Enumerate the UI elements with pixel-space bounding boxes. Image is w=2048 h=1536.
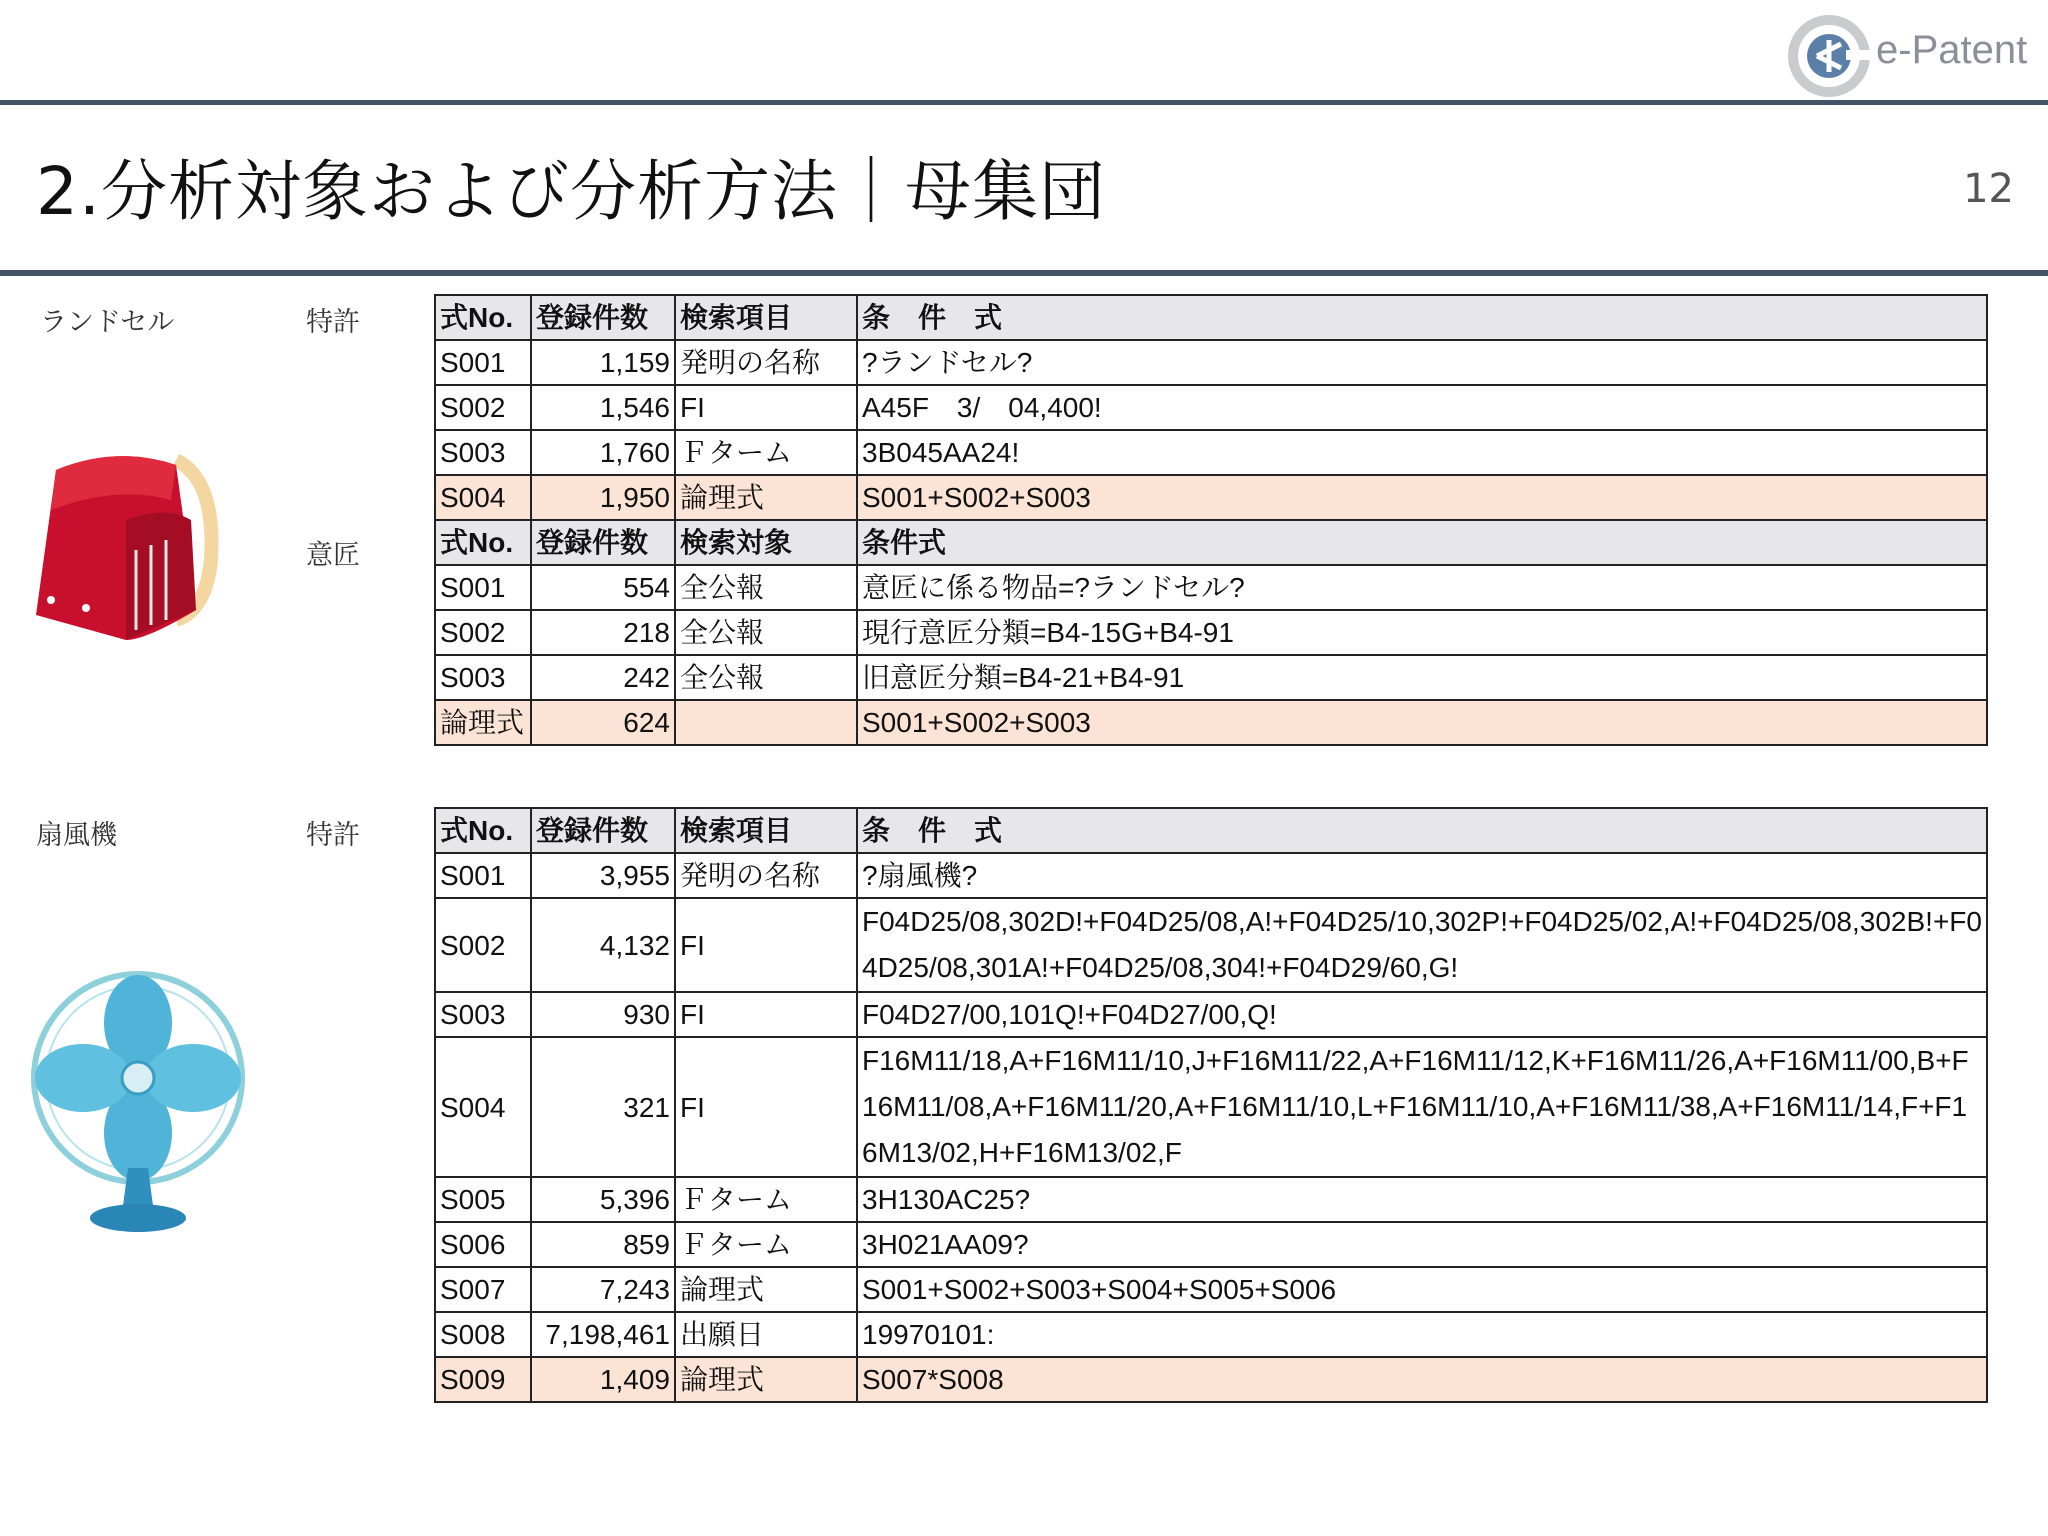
header-cell-condition: 条件式	[857, 520, 1987, 565]
cell-no: S006	[435, 1222, 531, 1267]
cell-count: 930	[531, 992, 675, 1037]
cell-no: S008	[435, 1312, 531, 1357]
cell-count: 7,198,461	[531, 1312, 675, 1357]
table-row	[435, 1037, 1987, 1177]
cell-condition: 19970101:	[857, 1312, 1987, 1357]
table-row	[435, 1312, 1987, 1357]
cell-item: 全公報	[675, 565, 857, 610]
header-cell-condition: 条 件 式	[857, 808, 1987, 853]
header-cell-item: 検索項目	[675, 295, 857, 340]
cell-count: 218	[531, 610, 675, 655]
cell-condition: 旧意匠分類=B4-21+B4-91	[857, 655, 1987, 700]
cell-count: 554	[531, 565, 675, 610]
table-row	[435, 610, 1987, 655]
cell-no: S009	[435, 1357, 531, 1402]
table-row	[435, 655, 1987, 700]
header-cell-no: 式No.	[435, 295, 531, 340]
cell-count: 3,955	[531, 853, 675, 898]
header-cell-count: 登録件数	[531, 808, 675, 853]
cell-no: S003	[435, 430, 531, 475]
cell-no: S004	[435, 1037, 531, 1177]
cell-no: S001	[435, 340, 531, 385]
cell-no: S002	[435, 610, 531, 655]
cell-no: S005	[435, 1177, 531, 1222]
cell-condition: S001+S002+S003	[857, 700, 1987, 745]
randoseru-patent-label: 特許	[306, 307, 360, 338]
cell-no: S001	[435, 853, 531, 898]
header-cell-count: 登録件数	[531, 295, 675, 340]
cell-condition: F04D27/00,101Q!+F04D27/00,Q!	[857, 992, 1987, 1037]
table-row	[435, 430, 1987, 475]
cell-condition: F16M11/18,A+F16M11/10,J+F16M11/22,A+F16M11/12,K+F16M11/26,A+F16M11/00,B+F16M11/08,A+F16M11/20,A+F16M11/10,L+F16M11/10,A+F16M11/38,A+F16M11/14,F+F16M13/02,H+F16M13/02,F	[857, 1037, 1987, 1177]
randoseru-table	[434, 294, 1988, 746]
table-row	[435, 1222, 1987, 1267]
header-cell-condition: 条 件 式	[857, 295, 1987, 340]
cell-condition: S001+S002+S003+S004+S005+S006	[857, 1267, 1987, 1312]
cell-item: 出願日	[675, 1312, 857, 1357]
table-row	[435, 1267, 1987, 1312]
table-header-row	[435, 520, 1987, 565]
cell-count: 1,760	[531, 430, 675, 475]
cell-count: 1,409	[531, 1357, 675, 1402]
cell-no: S004	[435, 475, 531, 520]
table-header-row	[435, 808, 1987, 853]
cell-count: 242	[531, 655, 675, 700]
cell-count: 5,396	[531, 1177, 675, 1222]
cell-item: 論理式	[675, 1267, 857, 1312]
page-number: 12	[1963, 166, 2014, 212]
cell-item: Ｆターム	[675, 1222, 857, 1267]
cell-no: S007	[435, 1267, 531, 1312]
table-row	[435, 898, 1987, 992]
fan-icon	[30, 968, 250, 1238]
cell-no: 論理式	[435, 700, 531, 745]
table-row	[435, 385, 1987, 430]
cell-condition: 意匠に係る物品=?ランドセル?	[857, 565, 1987, 610]
cell-no: S003	[435, 655, 531, 700]
table-row	[435, 1177, 1987, 1222]
table-row	[435, 340, 1987, 385]
cell-condition: F04D25/08,302D!+F04D25/08,A!+F04D25/10,302P!+F04D25/02,A!+F04D25/08,302B!+F04D25/08,301A!+F04D25/08,304!+F04D29/60,G!	[857, 898, 1987, 992]
table-row	[435, 565, 1987, 610]
cell-count: 624	[531, 700, 675, 745]
cell-no: S003	[435, 992, 531, 1037]
cell-item: 論理式	[675, 475, 857, 520]
cell-item: FI	[675, 1037, 857, 1177]
fan-label: 扇風機	[36, 820, 117, 851]
cell-condition: S007*S008	[857, 1357, 1987, 1402]
cell-count: 1,950	[531, 475, 675, 520]
header-cell-no: 式No.	[435, 808, 531, 853]
page-title: 2.分析対象および分析方法｜母集団	[36, 153, 1106, 230]
randoseru-icon	[26, 440, 226, 650]
cell-no: S002	[435, 385, 531, 430]
cell-condition: 3H130AC25?	[857, 1177, 1987, 1222]
cell-item: 発明の名称	[675, 853, 857, 898]
cell-condition: ?扇風機?	[857, 853, 1987, 898]
header-bottom-rule	[0, 270, 2048, 276]
cell-item: Ｆターム	[675, 430, 857, 475]
cell-count: 1,159	[531, 340, 675, 385]
cell-item: 発明の名称	[675, 340, 857, 385]
cell-item	[675, 700, 857, 745]
header-cell-no: 式No.	[435, 520, 531, 565]
cell-item: 論理式	[675, 1357, 857, 1402]
header-cell-item: 検索項目	[675, 808, 857, 853]
cell-item: 全公報	[675, 655, 857, 700]
header-top-rule	[0, 100, 2048, 105]
cell-item: 全公報	[675, 610, 857, 655]
cell-no: S001	[435, 565, 531, 610]
e-patent-logo-icon	[1784, 10, 1874, 100]
cell-item: FI	[675, 992, 857, 1037]
fan-patent-label: 特許	[306, 820, 360, 851]
table-row-highlight	[435, 700, 1987, 745]
table-header-row	[435, 295, 1987, 340]
cell-condition: A45F 3/ 04,400!	[857, 385, 1987, 430]
randoseru-label: ランドセル	[40, 307, 175, 338]
header-cell-count: 登録件数	[531, 520, 675, 565]
table-row-highlight	[435, 475, 1987, 520]
cell-condition: 現行意匠分類=B4-15G+B4-91	[857, 610, 1987, 655]
cell-item: FI	[675, 898, 857, 992]
fan-table	[434, 807, 1988, 1403]
cell-count: 4,132	[531, 898, 675, 992]
cell-condition: S001+S002+S003	[857, 475, 1987, 520]
header-cell-target: 検索対象	[675, 520, 857, 565]
cell-no: S002	[435, 898, 531, 992]
e-patent-logo	[1784, 10, 2044, 100]
randoseru-design-label: 意匠	[306, 540, 360, 571]
cell-count: 1,546	[531, 385, 675, 430]
logo-text: e-Patent	[1876, 28, 2028, 72]
cell-item: FI	[675, 385, 857, 430]
table-row	[435, 992, 1987, 1037]
table-row-highlight	[435, 1357, 1987, 1402]
cell-count: 859	[531, 1222, 675, 1267]
cell-item: Ｆターム	[675, 1177, 857, 1222]
cell-count: 321	[531, 1037, 675, 1177]
cell-condition: 3H021AA09?	[857, 1222, 1987, 1267]
table-row	[435, 853, 1987, 898]
cell-count: 7,243	[531, 1267, 675, 1312]
cell-condition: 3B045AA24!	[857, 430, 1987, 475]
cell-condition: ?ランドセル?	[857, 340, 1987, 385]
